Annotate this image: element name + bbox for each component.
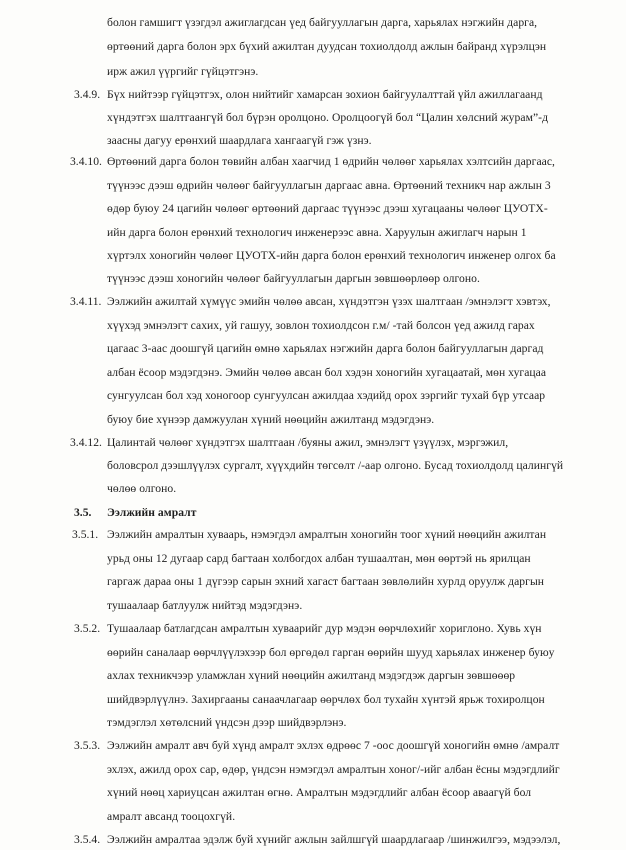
paragraph-line: тушаалаар батлуулж нийтэд мэдэгдэнэ. — [107, 599, 303, 612]
paragraph-line: өртөөний дарга болон эрх бүхий ажилтан дуудсан тохиолдолд ажлын байранд хүрэлцэн — [107, 40, 547, 53]
paragraph-line: болон гамшигт үзэгдэл ажиглагдсан үед байгууллагын дарга, харьялах нэгжийн дарга, — [107, 16, 538, 29]
section-number: 3.4.9. — [74, 88, 101, 101]
paragraph-line: өөрийн саналаар өөрчлүүлэхээр бол өргөдөл гарган өөрийн шууд харьялах инженер буюу — [107, 646, 555, 659]
section-number: 3.5.3. — [74, 739, 101, 752]
paragraph-line: сунгуулсан бол хэд хоногоор сунгуулсан ажилдаа хэдийд орох зэргийг тухай бүр утсаар — [107, 389, 546, 402]
section-number: 3.5.2. — [74, 622, 101, 635]
paragraph-line: Ээлжийн амралтын хуваарь, нэмэгдэл амралтын хоногийн тоог хүний нөөцийн ажилтан — [107, 528, 547, 541]
paragraph-line: түүнээс дээш өдрийн чөлөөг байгууллагын даргаас авна. Өртөөний техникч нар ажлын 3 — [107, 179, 551, 192]
paragraph-line: урьд оны 12 дугаар сард багтаан холбогдох албан тушаалтан, мөн өөртэй нь ярилцан — [107, 552, 531, 565]
paragraph-line: ийн дарга болон ерөнхий технологич инженерээс авна. Харуулын ажиглагч нарын 1 — [107, 226, 527, 239]
paragraph-line: ирж ажил үүргийг гүйцэтгэнэ. — [107, 65, 259, 78]
paragraph-line: Бүх нийтээр гүйцэтгэх, олон нийтийг хамарсан зохион байгуулалттай үйл ажиллагаанд — [107, 88, 543, 101]
paragraph-line: хүний нөөц хариуцсан ажилтан өгнө. Амралтын мэдэгдлийг албан ёсоор аваагүй бол — [107, 786, 532, 799]
paragraph-line: өдөр буюу 24 цагийн чөлөөг өртөөний даргаас түүнээс дээш хугацааны чөлөөг ЦУОТХ- — [107, 202, 548, 215]
paragraph-line: хүүхэд эмнэлэгт сахих, уй гашуу, зовлон тохиолдсон г.м/ -тай болсон үед ажилд гарах — [107, 319, 535, 332]
section-number: 3.5.1. — [72, 528, 99, 541]
section-heading-number: 3.5. — [74, 506, 92, 519]
section-number: 3.5.4. — [74, 833, 101, 846]
paragraph-line: чөлөө олгоно. — [107, 482, 177, 495]
section-number: 3.4.12. — [70, 436, 102, 449]
paragraph-line: хүртэлх хоногийн чөлөөг ЦУОТХ-ийн дарга болон ерөнхий технологич инженер олгох ба — [107, 249, 556, 262]
paragraph-line: буюу бие хүнээр дамжуулан хүний нөөцийн ажилтанд мэдэгдэнэ. — [107, 413, 435, 426]
paragraph-line: шийдвэрлүүлнэ. Захиргааны санаачлагаар өөрчлөх бол тухайн хүнтэй ярьж тохиролцон — [107, 693, 545, 706]
paragraph-line: тэмдэглэл хөтөлсний үндсэн дээр шийдвэрлэнэ. — [107, 716, 347, 729]
paragraph-line: Ээлжийн амралтаа эдэлж буй хүнийг ажлын зайлшгүй шаардлагаар /шинжилгээ, мэдээлэл, — [107, 833, 561, 846]
paragraph-line: албан ёсоор мэдэгдэнэ. Эмийн чөлөө авсан бол хэдэн хоногийн хугацаатай, мөн хугацаа — [107, 366, 547, 379]
paragraph-line: Ээлжийн амралт авч буй хүнд амралт эхлэх өдрөөс 7 -оос доошгүй хоногийн өмнө /амралт — [107, 739, 560, 752]
paragraph-line: цагаас 3-аас доошгүй цагийн өмнө харьялах нэгжийн дарга болон байгууллагын даргад — [107, 342, 544, 355]
paragraph-line: хүндэтгэх шалтгаангүй бол бүрэн оролцоно. Оролцоогүй бол “Цалин хөлсний журам”-д — [107, 111, 549, 124]
section-heading: Ээлжийн амралт — [107, 506, 197, 519]
paragraph-line: эхлэх, ажилд орох сар, өдөр, үндсэн нэмэгдэл амралтын хоног/-ийг албан ёсны мэдэгдлийг — [107, 763, 560, 776]
paragraph-line: заасны дагуу ерөнхий шаардлага хангаагүй гэж үзнэ. — [107, 134, 372, 147]
paragraph-line: амралт авсанд тооцохгүй. — [107, 810, 236, 823]
paragraph-line: ахлах техникчээр уламжлан хүний нөөцийн ажилтанд мэдэгдэж даргын зөвшөөөр — [107, 669, 516, 682]
paragraph-line: Ээлжийн ажилтай хүмүүс эмийн чөлөө авсан, хүндэтгэн үзэх шалтгаан /эмнэлэгт хэвтэх, — [107, 295, 551, 308]
paragraph-line: боловсрол дээшлүүлэх сургалт, хүүхдийн төгсөлт /-аар олгоно. Бусад тохиолдолд цалингүй — [107, 459, 564, 472]
section-number: 3.4.11. — [70, 295, 102, 308]
paragraph-line: гаргаж дараа оны 1 дүгээр сарын эхний хагаст багтаан зөвлөлийн хурлд оруулж даргын — [107, 575, 545, 588]
paragraph-line: түүнээс дээш хоногийн чөлөөг байгууллагын даргын зөвшөөрлөөр олгоно. — [107, 272, 480, 285]
paragraph-line: Цалинтай чөлөөг хүндэтгэх шалтгаан /буяны ажил, эмнэлэгт үзүүлэх, мэргэжил, — [107, 436, 509, 449]
section-number: 3.4.10. — [70, 155, 102, 168]
paragraph-line: Тушаалаар батлагдсан амралтын хуваарийг дур мэдэн өөрчлөхийг хориглоно. Хувь хүн — [107, 622, 542, 635]
paragraph-line: Өртөөний дарга болон төвийн албан хаагчид 1 өдрийн чөлөөг харьялах хэлтсийн даргаас, — [107, 155, 555, 168]
